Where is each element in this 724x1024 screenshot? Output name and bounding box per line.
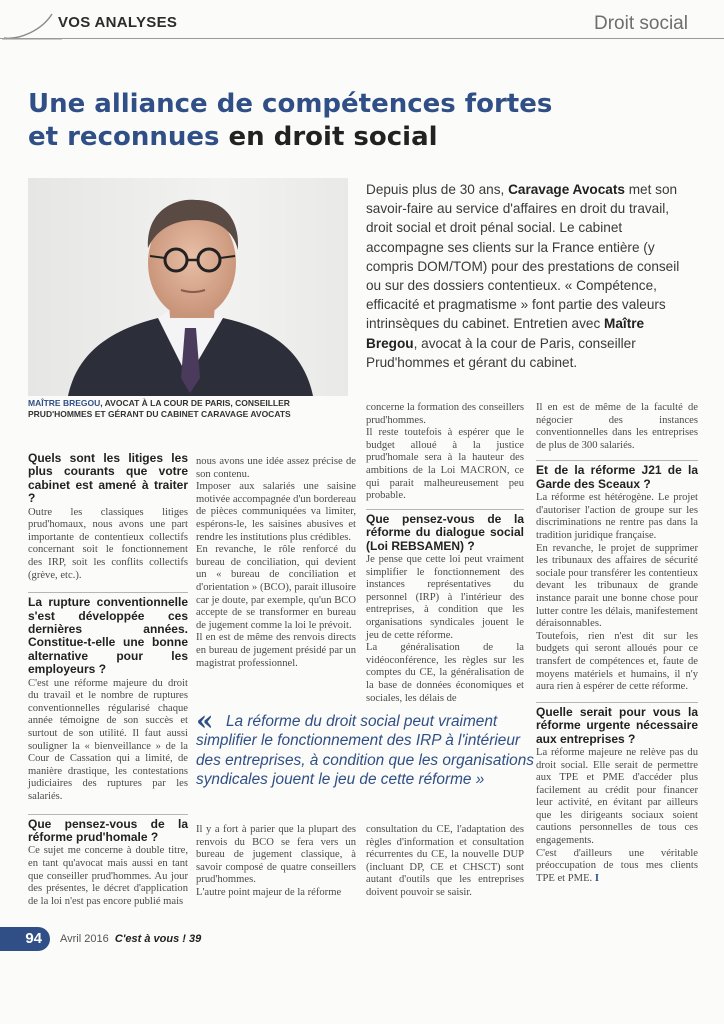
- answer-prudhomale: Ce sujet me concerne à double titre, en tant qu'avocat mais aussi en tant que conseiller prud'hommes. Au jour des présentes, le décret d'application de la loi n'est pas encore publié mais: [28, 845, 188, 907]
- question-litiges: Quels sont les litiges les plus courants que votre cabinet est amené à traiter ?: [28, 451, 188, 506]
- paragraph: Toutefois, rien n'est dit sur les budgets qui seront alloués pour ce transfert de compétences et, faute de moyens matériels et humains, il n'y aura rien à espérer de cette réforme.: [536, 630, 698, 693]
- question-rupture: La rupture conventionnelle s'est développée ces dernières années. Constitue-t-elle une bonne alternative pour les employeurs ?: [28, 595, 188, 677]
- answer-rupture: C'est une réforme majeure du droit du travail et le nombre de ruptures conventionnelles régularisé chaque année témoigne de son succès et surtout de son utilité. Il faut aussi souligner la « bienveillance » de la Cour de Cassation qui a limité, de manière drastique, les contestations judiciaires des ruptures par les salariés.: [28, 677, 188, 802]
- column-2-bottom: [196, 824, 356, 900]
- paragraph: Il y a fort à parier que la plupart des renvois du BCO se fera vers un bureau de jugement classique, à savoir composé de quatre conseillers prud'hommes.: [196, 824, 356, 886]
- pull-quote: La réforme du droit social peut vraiment simplifier le fonctionnement des IRP à l'intérieur des entreprises, à condition que les organisations syndicales jouent le jeu de cette réforme »: [196, 713, 534, 788]
- divider: [28, 814, 188, 815]
- answer-reforme-urgente: La réforme majeure ne relève pas du droit social. Elle serait de permettre aux TPE et PME d'accéder plus facilement au crédit pour financer leur activité, en évitant par ailleurs que les dirigeants sociaux soient cautions personnelles de tous ces engagements.: [536, 746, 698, 847]
- paragraph: C'est d'ailleurs une véritable préoccupation de tous mes clients TPE et PME.: [536, 847, 698, 884]
- paragraph: Il en est de même de la faculté de négocier des instances conventionnelles dans les entreprises de plus de 300 salariés.: [536, 402, 698, 451]
- answer-j21: La réforme est hétérogène. Le projet d'autoriser l'action de groupe sur les discriminations ne rentre pas dans la tradition juridique française.: [536, 492, 698, 541]
- article-title: [28, 88, 588, 154]
- divider: [366, 509, 524, 510]
- title-line-2-dark: en droit social: [219, 122, 438, 152]
- paragraph: concerne la formation des conseillers prud'hommes.: [366, 402, 524, 426]
- divider: [28, 592, 188, 593]
- caption-name: MAÎTRE BREGOU: [28, 398, 101, 408]
- intro-person-name: Maître Bregou: [366, 316, 645, 351]
- paragraph: Imposer aux salariés une saisine motivée accompagnée d'un bordereau de pièces communiquées va limiter, espérons-le, les saisines abusives et rendre les institutions plus crédibles.: [196, 481, 356, 543]
- portrait-photo: [28, 178, 348, 396]
- category-label: Droit social: [594, 13, 688, 34]
- divider: [536, 460, 698, 461]
- title-line-1: Une alliance de compétences fortes: [28, 89, 553, 119]
- end-mark: I: [594, 872, 599, 884]
- question-prudhomale: Que pensez-vous de la réforme prud'homale ?: [28, 816, 188, 844]
- paragraph: La généralisation de la vidéoconférence, les règles sur les comptes du CE, la généralisation de la base de données économiques et sociales, les délais de: [366, 642, 524, 704]
- divider: [536, 702, 698, 703]
- intro-text-1: Depuis plus de 30 ans,: [366, 182, 509, 197]
- header-rule: [0, 38, 724, 39]
- column-3-bottom: [366, 824, 524, 900]
- footer-magazine: C'est à vous ! 39: [114, 933, 202, 945]
- page-number: 94: [0, 927, 50, 951]
- title-line-2-blue: et reconnues: [28, 122, 220, 152]
- answer-litiges: Outre les classiques litiges prud'homaux, nous avons une part importante de contentieux collectifs concernant soit le fonctionnement des IRP, soit les conflits collectifs (grève, etc.).: [28, 506, 188, 581]
- answer-dialogue-social: Je pense que cette loi peut vraiment simplifier le fonctionnement des instances représentatives du personnel (IRP) à l'intérieur des entreprises, à condition que les organisations syndicales jouent le jeu de cette réforme.: [366, 553, 524, 641]
- paragraph: Il en est de même des renvois directs en bureau de jugement présidé par un magistrat professionnel.: [196, 632, 356, 669]
- intro-text-2: met son savoir-faire au service d'affaires en droit du travail, droit social et droit pénal social. Le cabinet accompagne ses clients sur la France entière (y compris DOM/TOM) pour des prestations de conseil ou sur des dossiers contentieux. « Compétence, efficacité et pragmatisme » font partie des valeurs intrinsèques du cabinet. Entretien avec: [366, 182, 680, 332]
- paragraph: Il reste toutefois à espérer que le budget alloué à la justice prud'homale sera à la hauteur des ambitions de la Loi MACRON, ce qui parait malheureusement peu probable.: [366, 427, 524, 502]
- intro-firm-name: Caravage Avocats: [508, 182, 625, 197]
- footer-issue: [60, 933, 201, 945]
- column-1: [28, 452, 188, 908]
- paragraph: L'autre point majeur de la réforme: [196, 886, 342, 898]
- paragraph: En revanche, le rôle renforcé du bureau de conciliation, qui devient un « bureau de conciliation et d'orientation » (BCO), parait illusoire car je doute, par exemple, qu'un BCO accepte de se transformer en bureau de jugement comme la loi le prévoit.: [196, 544, 356, 631]
- photo-caption: [28, 398, 348, 420]
- question-dialogue-social: Que pensez-vous de la réforme du dialogue social (Loi REBSAMEN) ?: [366, 511, 524, 553]
- paragraph: consultation du CE, l'adaptation des règles d'information et consultation récurrentes du CE, la nouvelle DUP (incluant DP, CE et CHSCT) sont autant d'outils que les entreprises doivent pouvoir se saisir.: [366, 824, 524, 898]
- intro-paragraph: [366, 180, 696, 372]
- section-label: VOS ANALYSES: [58, 14, 178, 31]
- column-4: [536, 402, 698, 885]
- quote-mark-icon: «: [196, 704, 214, 737]
- column-2-top: [196, 456, 356, 670]
- question-j21: Et de la réforme J21 de la Garde des Sceaux ?: [536, 463, 698, 491]
- footer-date: Avril 2016: [60, 933, 109, 945]
- paragraph: En revanche, le projet de supprimer les tribunaux des affaires de sécurité sociale pour transférer les contentieux devant les tribunaux de grande instance parait une bonne chose pour lutter contre les délais, manifestement déraisonnables.: [536, 542, 698, 630]
- question-reforme-urgente: Quelle serait pour vous la réforme urgente nécessaire aux entreprises ?: [536, 704, 698, 746]
- caption-text: , AVOCAT À LA COUR DE PARIS, CONSEILLER PRUD'HOMMES ET GÉRANT DU CABINET CARAVAGE AVOCATS: [28, 398, 291, 419]
- column-3-top: [366, 402, 524, 705]
- paragraph: nous avons une idée assez précise de son contenu.: [196, 456, 356, 480]
- intro-text-3: , avocat à la cour de Paris, conseiller Prud'hommes et gérant du cabinet.: [366, 335, 636, 370]
